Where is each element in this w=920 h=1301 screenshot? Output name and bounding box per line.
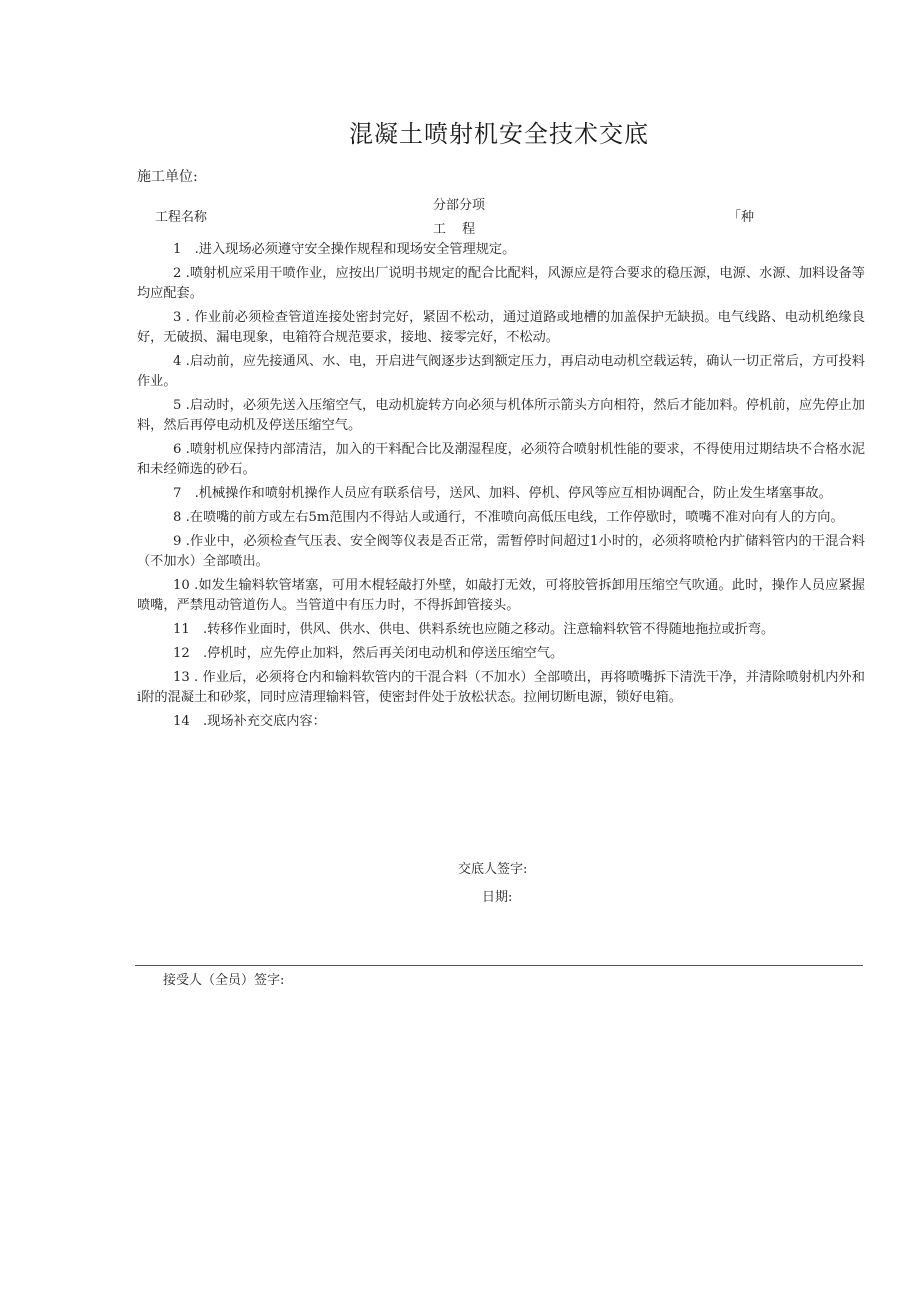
safety-item: 4 .启动前，应先接通风、水、电，开启进气阀逐步达到额定压力，再启动电动机空载运转，确认一切正常后，方可投料作业。 (137, 354, 865, 389)
safety-item: 13 . 作业后，必须将仓内和输料软管内的干混合料（不加水）全部喷出，再将喷嘴拆下清洗干净，并清除喷射机内外和i附的混凝土和砂浆，同时应清理输料管，使密封件处于放松状态。拉闸切断电源，锁好电箱。 (137, 670, 865, 705)
safety-item: 11 .转移作业面时，供风、供水、供电、供料系统也应随之移动。注意输料软管不得随地拖拉或折弯。 (173, 622, 775, 637)
safety-item: 10 .如发生输料软管堵塞，可用木棍轻敲打外壁，如敲打无效，可将胶管拆卸用压缩空气吹通。此时，操作人员应紧握喷嘴，严禁甩动管道伤人。当管道中有压力时，不得拆卸管接头。 (137, 578, 865, 613)
safety-item: 1 .进入现场必须遵守安全操作规程和现场安全管理规定。 (173, 242, 516, 257)
project-info-row (0, 192, 920, 236)
handover-signature-label: 交底人签字: (458, 862, 528, 877)
safety-item: 12 .停机时，应先停止加料，然后再关闭电动机和停送压缩空气。 (173, 646, 564, 661)
date-label: 日期: (482, 890, 513, 905)
safety-item: 3 . 作业前必须检查管道连接处密封完好，紧固不松动，通过道路或地槽的加盖保护无缺损。电气线路、电动机绝缘良好，无破损、漏电现象，电箱符合规范要求，接地、接零完好，不松动。 (137, 310, 865, 345)
document-title: 混凝土喷射机安全技术交底 (349, 120, 649, 148)
work-type-label: 「种 (728, 210, 755, 225)
safety-item: 6 .喷射机应保持内部清洁，加入的干料配合比及潮湿程度，必须符合喷射机性能的要求，不得使用过期结块不合格水泥和未经筛选的砂石。 (137, 442, 865, 477)
subdivision-label-line2: 工 程 (433, 222, 482, 237)
safety-item: 5 .启动时，必须先送入压缩空气，电动机旋转方向必须与机体所示箭头方向相符，然后才能加料。停机前，应先停止加料，然后再停电动机及停送压缩空气。 (137, 398, 865, 433)
project-name-label: 工程名称 (155, 210, 208, 225)
signature-divider (135, 965, 863, 966)
safety-item: 2 .喷射机应采用干喷作业，应按出厂说明书规定的配合比配料，风源应是符合要求的稳压源，电源、水源、加料设备等均应配套。 (137, 266, 865, 301)
safety-item: 8 .在喷嘴的前方或左右5m范围内不得站人或通行，不准喷向高低压电线，工作停歇时，喷嘴不准对向有人的方向。 (173, 510, 844, 525)
receiver-signature-label: 接受人（全员）签字: (163, 973, 285, 988)
construction-unit-label: 施工单位: (137, 169, 198, 185)
subdivision-label-line1: 分部分项 (433, 198, 486, 213)
safety-item: 9 .作业中，必须检查气压表、安全阀等仪表是否正常，需暂停时间超过1小时的，必须将喷枪内扩储料管内的干混合料（不加水）全部喷出。 (137, 534, 865, 569)
safety-item: 14 .现场补充交底内容： (173, 714, 326, 729)
safety-item: 7 .机械操作和喷射机操作人员应有联系信号，送风、加料、停机、停风等应互相协调配合，防止发生堵塞事故。 (173, 486, 832, 501)
safety-items-list (137, 240, 865, 736)
